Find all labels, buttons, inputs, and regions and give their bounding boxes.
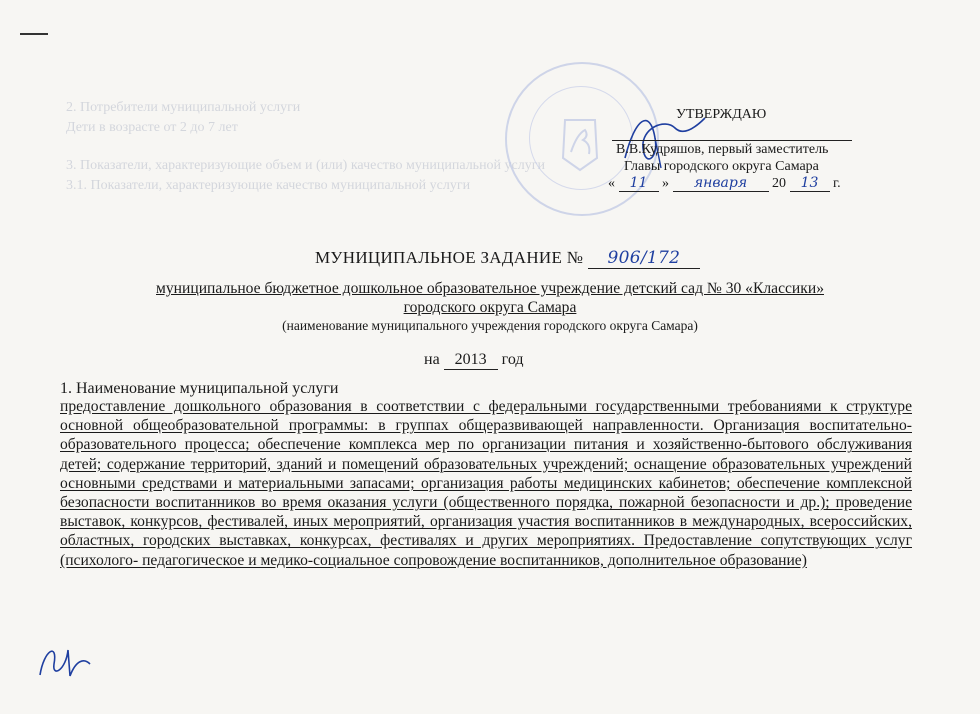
quote-open: « <box>608 176 615 191</box>
bleed-line-1: 2. Потребители муниципальной услуги <box>66 100 301 115</box>
service-heading: 1. Наименование муниципальной услуги <box>60 380 339 397</box>
bleed-line-4: 3.1. Показатели, характеризующие качество муниципальной услуги <box>66 178 471 193</box>
task-number: 906/172 <box>588 248 700 269</box>
bleed-line-2: Дети в возрасте от 2 до 7 лет <box>66 120 238 135</box>
bleed-line-3: 3. Показатели, характеризующие объем и (или) качество муниципальной услуги <box>66 158 545 173</box>
corner-dash <box>20 33 48 35</box>
approver-name: В.В.Кудряшов, первый заместитель <box>616 142 829 157</box>
institution-name-line1: муниципальное бюджетное дошкольное образовательное учреждение детский сад № 30 «Классики» <box>156 280 824 297</box>
date-year-prefix: 20 <box>772 176 786 191</box>
title-label: МУНИЦИПАЛЬНОЕ ЗАДАНИЕ № <box>315 248 584 267</box>
year-line <box>424 351 524 370</box>
quote-close: » <box>662 176 669 191</box>
institution-name-line2: городского округа Самара <box>403 299 577 316</box>
year-prefix: на <box>424 351 440 368</box>
approval-date <box>608 175 841 192</box>
date-g: г. <box>833 176 841 191</box>
signature-line <box>612 140 852 141</box>
initials-signature <box>30 630 100 690</box>
institution-caption: (наименование муниципального учреждения городского округа Самара) <box>282 318 698 333</box>
service-description: предоставление дошкольного образования в соответствии с федеральными государственными требованиями к структуре основной общеобразовательной программы: в группах общеразвивающей направленности. Организация воспитательно-образовательного процесса; обеспечение комплекса мер по организации питания и хозяйственно-бытового обслуживания детей; содержание территорий, зданий и помещений образовательных учреждений; оснащение образовательных учреждений основными средствами и материальными запасами; организация работы медицинских кабинетов; обеспечение комплексной безопасности воспитанников во время оказания услуги (общественного порядка, пожарной безопасности и др.); проведение выставок, конкурсов, фестивалей, иных мероприятий, организация участия воспитанников в международных, всероссийских, областных, городских выставках, конкурсах, фестивалях и других мероприятиях. Предоставление сопутствующих услуг (психолого- педагогическое и медико-социальное сопровождение воспитанников, дополнительное образование) <box>60 398 912 569</box>
year-suffix: год <box>501 351 524 368</box>
approver-position: Главы городского округа Самара <box>624 159 819 174</box>
date-year-suffix: 13 <box>790 175 830 192</box>
approve-heading: УТВЕРЖДАЮ <box>676 107 767 122</box>
date-month: января <box>673 175 769 192</box>
document-title <box>315 248 700 269</box>
year-value: 2013 <box>444 351 498 370</box>
date-day: 11 <box>619 175 659 192</box>
